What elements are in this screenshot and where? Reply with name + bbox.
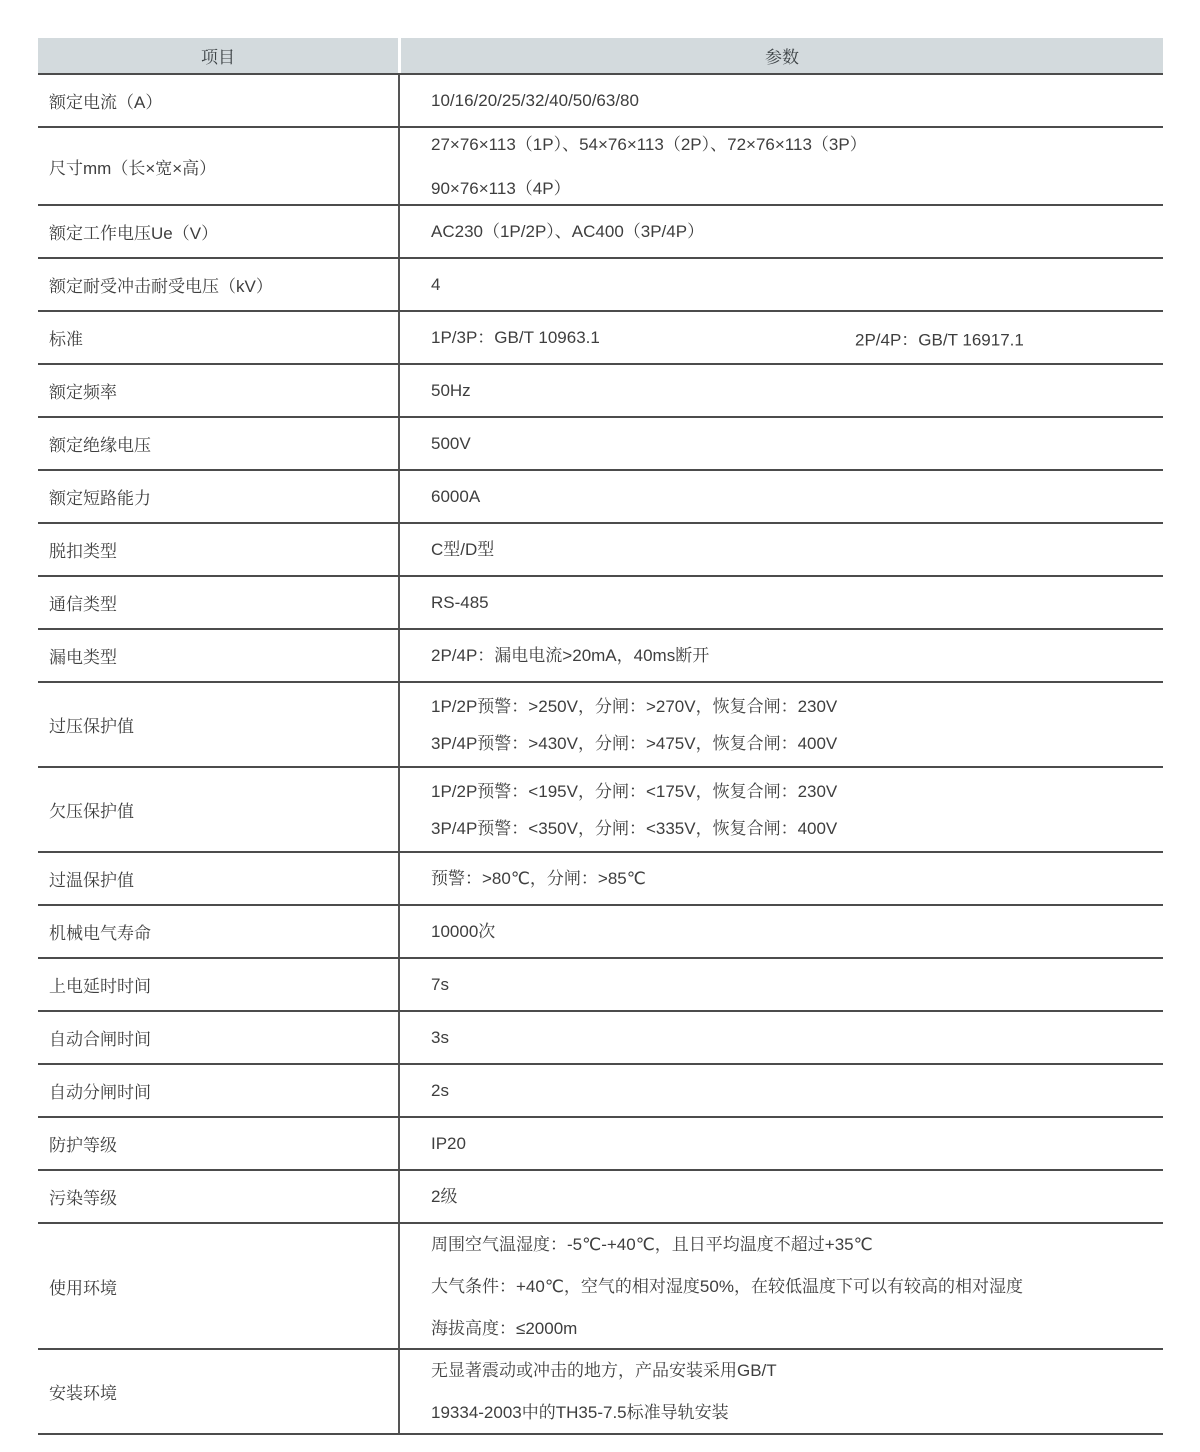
table-row — [38, 630, 1163, 683]
row-value — [400, 768, 1163, 851]
value-line: 预警：>80℃，分闸：>85℃ — [431, 869, 646, 888]
row-label: 安装环境 — [38, 1350, 400, 1433]
row-value — [400, 128, 1163, 204]
table-row — [38, 365, 1163, 418]
row-value — [400, 1012, 1163, 1063]
row-value — [400, 471, 1163, 522]
value-line: 3s — [431, 1028, 449, 1047]
value-line: 6000A — [431, 487, 481, 506]
row-label: 额定绝缘电压 — [38, 418, 400, 469]
value-line: 3P/4P预警：<350V，分闸：<335V，恢复合闸：400V — [431, 818, 838, 838]
row-value — [400, 524, 1163, 575]
row-label: 额定频率 — [38, 365, 400, 416]
row-label: 通信类型 — [38, 577, 400, 628]
table-row — [38, 418, 1163, 471]
table-row — [38, 524, 1163, 577]
value-line: 4 — [431, 275, 441, 294]
row-value — [400, 906, 1163, 957]
header-cell-item: 项目 — [38, 38, 398, 73]
value-line: 10/16/20/25/32/40/50/63/80 — [431, 91, 639, 110]
row-label: 过压保护值 — [38, 683, 400, 766]
row-label: 额定耐受冲击耐受电压（kV） — [38, 259, 400, 310]
row-label: 使用环境 — [38, 1224, 400, 1348]
value-line: 50Hz — [431, 381, 471, 400]
table-row — [38, 75, 1163, 128]
row-value — [400, 75, 1163, 126]
row-label: 自动分闸时间 — [38, 1065, 400, 1116]
row-value — [400, 312, 1163, 363]
row-label: 额定工作电压Ue（V） — [38, 206, 400, 257]
table-row — [38, 312, 1163, 365]
table-row — [38, 1065, 1163, 1118]
table-row — [38, 577, 1163, 630]
header-cell-param: 参数 — [401, 38, 1163, 73]
row-value — [400, 259, 1163, 310]
value-extra: 2P/4P：GB/T 16917.1 — [855, 330, 1024, 349]
value-line: 7s — [431, 975, 449, 994]
value-line: 无显著震动或冲击的地方，产品安装采用GB/T — [431, 1361, 777, 1380]
row-label: 污染等级 — [38, 1171, 400, 1222]
value-line: 1P/3P：GB/T 10963.1 — [431, 328, 600, 347]
row-value — [400, 853, 1163, 904]
row-value — [400, 577, 1163, 628]
value-line: 1P/2P预警：<195V，分闸：<175V，恢复合闸：230V — [431, 781, 838, 801]
table-row — [38, 128, 1163, 206]
value-line: 10000次 — [431, 922, 496, 941]
row-value — [400, 1350, 1163, 1433]
spec-table — [38, 38, 1163, 1435]
table-row — [38, 959, 1163, 1012]
table-row — [38, 768, 1163, 853]
table-row — [38, 683, 1163, 768]
value-line: 2级 — [431, 1187, 458, 1206]
table-row — [38, 471, 1163, 524]
table-row — [38, 906, 1163, 959]
row-label: 自动合闸时间 — [38, 1012, 400, 1063]
row-label: 机械电气寿命 — [38, 906, 400, 957]
row-label: 额定电流（A） — [38, 75, 400, 126]
row-label: 脱扣类型 — [38, 524, 400, 575]
row-label: 标准 — [38, 312, 400, 363]
value-line: 周围空气温湿度：-5℃-+40℃，且日平均温度不超过+35℃ — [431, 1234, 873, 1254]
value-line: 海拔高度：≤2000m — [431, 1318, 578, 1338]
value-line: 3P/4P预警：>430V，分闸：>475V，恢复合闸：400V — [431, 733, 838, 753]
table-header-row — [38, 38, 1163, 73]
table-row — [38, 206, 1163, 259]
table-row — [38, 1118, 1163, 1171]
row-value — [400, 1118, 1163, 1169]
row-value — [400, 365, 1163, 416]
table-row — [38, 1224, 1163, 1350]
table-row — [38, 1012, 1163, 1065]
row-label: 上电延时时间 — [38, 959, 400, 1010]
value-line: 大气条件：+40℃，空气的相对湿度50%，在较低温度下可以有较高的相对湿度 — [431, 1276, 1023, 1296]
row-value — [400, 1171, 1163, 1222]
value-line: 19334-2003中的TH35-7.5标准导轨安装 — [431, 1403, 729, 1422]
row-value — [400, 630, 1163, 681]
value-line: 2P/4P：漏电电流>20mA，40ms断开 — [431, 646, 710, 665]
row-label: 欠压保护值 — [38, 768, 400, 851]
row-value — [400, 206, 1163, 257]
row-label: 额定短路能力 — [38, 471, 400, 522]
row-label: 漏电类型 — [38, 630, 400, 681]
row-label: 尺寸mm（长×宽×高） — [38, 128, 400, 204]
row-value — [400, 1065, 1163, 1116]
row-label: 过温保护值 — [38, 853, 400, 904]
table-row — [38, 853, 1163, 906]
row-value — [400, 959, 1163, 1010]
value-line: 500V — [431, 434, 471, 453]
value-line: IP20 — [431, 1134, 466, 1153]
row-value — [400, 1224, 1163, 1348]
value-line: C型/D型 — [431, 540, 495, 559]
row-value — [400, 683, 1163, 766]
table-body — [38, 73, 1163, 1435]
value-line: AC230（1P/2P）、AC400（3P/4P） — [431, 222, 705, 241]
row-label: 防护等级 — [38, 1118, 400, 1169]
value-line: 27×76×113（1P）、54×76×113（2P）、72×76×113（3P） — [431, 134, 867, 154]
table-row — [38, 259, 1163, 312]
table-row — [38, 1171, 1163, 1224]
row-value — [400, 418, 1163, 469]
table-row — [38, 1350, 1163, 1435]
value-line: 90×76×113（4P） — [431, 178, 571, 198]
value-line: 1P/2P预警：>250V，分闸：>270V，恢复合闸：230V — [431, 696, 838, 716]
value-line: 2s — [431, 1081, 449, 1100]
value-line: RS-485 — [431, 593, 489, 612]
